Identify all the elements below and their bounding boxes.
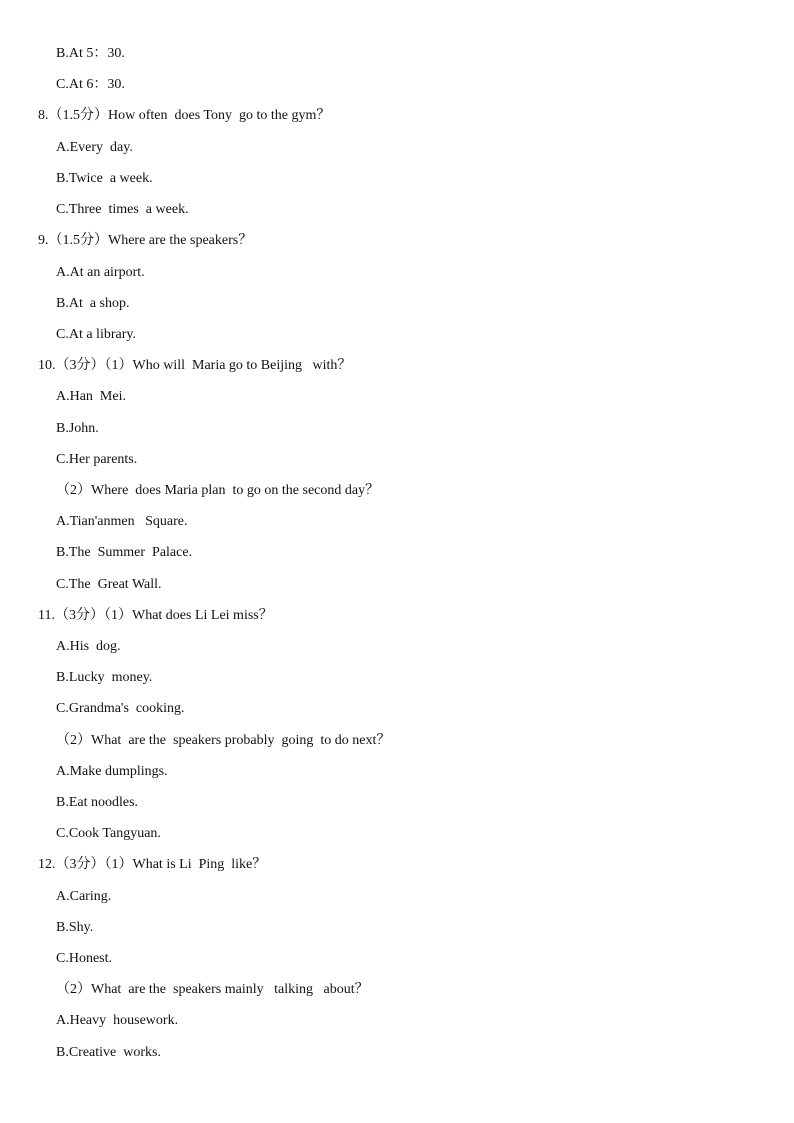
option-line: A.Make dumplings. — [56, 764, 168, 779]
option-line: C.The Great Wall. — [56, 577, 162, 592]
option-line: A.Caring. — [56, 889, 112, 904]
option-line: C.At a library. — [56, 327, 136, 342]
question-line: 10.（3分）（1）Who will Maria go to Beijing with？ — [38, 358, 352, 373]
option-line: B.At a shop. — [56, 296, 130, 311]
option-line: A.Every day. — [56, 140, 133, 155]
option-line: B.The Summer Palace. — [56, 545, 193, 560]
option-line: C.Grandma's cooking. — [56, 701, 185, 716]
option-line: B.At 5：30. — [56, 46, 125, 61]
option-line: A.Heavy housework. — [56, 1013, 179, 1028]
option-line: A.Han Mei. — [56, 389, 126, 404]
sub-question-line: （2）What are the speakers mainly talking about？ — [56, 982, 369, 997]
option-line: C.Her parents. — [56, 452, 138, 467]
option-line: C.Honest. — [56, 951, 112, 966]
option-line: B.Twice a week. — [56, 171, 153, 186]
question-line: 11.（3分）（1）What does Li Lei miss？ — [38, 608, 273, 623]
option-line: A.Tian'anmen Square. — [56, 514, 188, 529]
option-line: C.Cook Tangyuan. — [56, 826, 161, 841]
question-line: 12.（3分）（1）What is Li Ping like？ — [38, 857, 267, 872]
option-line: C.Three times a week. — [56, 202, 189, 217]
option-line: B.Lucky money. — [56, 670, 153, 685]
option-line: A.His dog. — [56, 639, 121, 654]
option-line: C.At 6：30. — [56, 77, 125, 92]
option-line: B.Eat noodles. — [56, 795, 139, 810]
option-line: A.At an airport. — [56, 265, 145, 280]
sub-question-line: （2）What are the speakers probably going to do next？ — [56, 733, 391, 748]
question-line: 8.（1.5分）How often does Tony go to the gym？ — [38, 108, 331, 123]
option-line: B.John. — [56, 421, 99, 436]
option-line: B.Creative works. — [56, 1045, 161, 1060]
option-line: B.Shy. — [56, 920, 94, 935]
question-line: 9.（1.5分）Where are the speakers？ — [38, 233, 253, 248]
sub-question-line: （2）Where does Maria plan to go on the second day？ — [56, 483, 380, 498]
